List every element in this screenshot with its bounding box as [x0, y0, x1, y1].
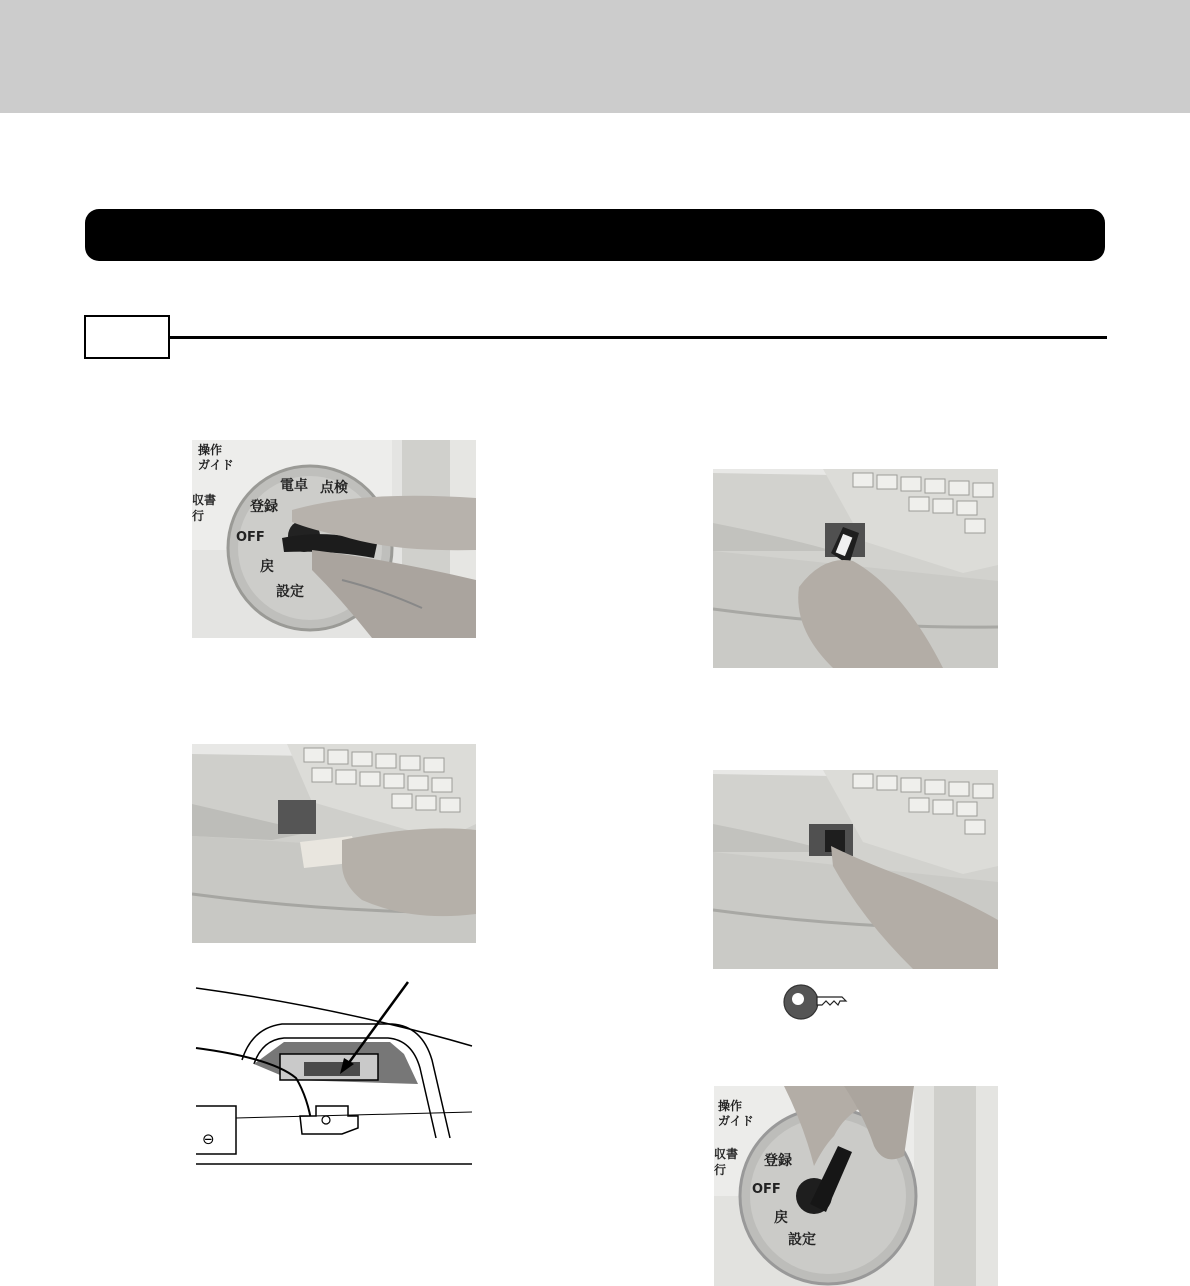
- diagram-minus-symbol: ⊖: [202, 1130, 215, 1148]
- dial2-label-off: OFF: [752, 1182, 781, 1197]
- dial2-side-line1: 収書: [714, 1147, 739, 1161]
- step-rule: [170, 336, 1107, 339]
- section-title-bar: [85, 209, 1105, 261]
- dial-label-calculator: 電卓: [280, 478, 308, 494]
- photo-key-turn-dial: [714, 1086, 998, 1286]
- step-number-box: [84, 315, 170, 359]
- photo-insert-key: [713, 469, 998, 668]
- dial-label-off: OFF: [236, 530, 265, 545]
- dial-side-line1: 収書: [192, 493, 217, 507]
- dial-label-return: 戻: [260, 559, 274, 575]
- dial-label-register: 登録: [250, 499, 278, 515]
- photo-open-cover: [192, 744, 476, 943]
- dial2-label-return: 戻: [774, 1210, 788, 1226]
- dial2-label-settings: 設定: [788, 1232, 816, 1248]
- header-band: [0, 0, 1190, 113]
- dial2-guide-line1: 操作: [718, 1099, 743, 1113]
- dial-guide-line2: ガイド: [198, 458, 234, 472]
- diagram-cover-latch: [192, 978, 476, 1168]
- dial2-side-line2: 行: [714, 1163, 727, 1177]
- mode-key-icon: [782, 983, 848, 1021]
- photo-mode-dial-turn: [192, 440, 476, 638]
- dial-label-check: 点検: [320, 480, 348, 496]
- dial-guide-line1: 操作: [198, 443, 223, 457]
- dial2-guide-line2: ガイド: [718, 1114, 754, 1128]
- photo-press-latch: [713, 770, 998, 969]
- dial-side-line2: 行: [192, 509, 205, 523]
- dial2-label-register: 登録: [764, 1153, 792, 1169]
- dial-label-settings: 設定: [276, 584, 304, 600]
